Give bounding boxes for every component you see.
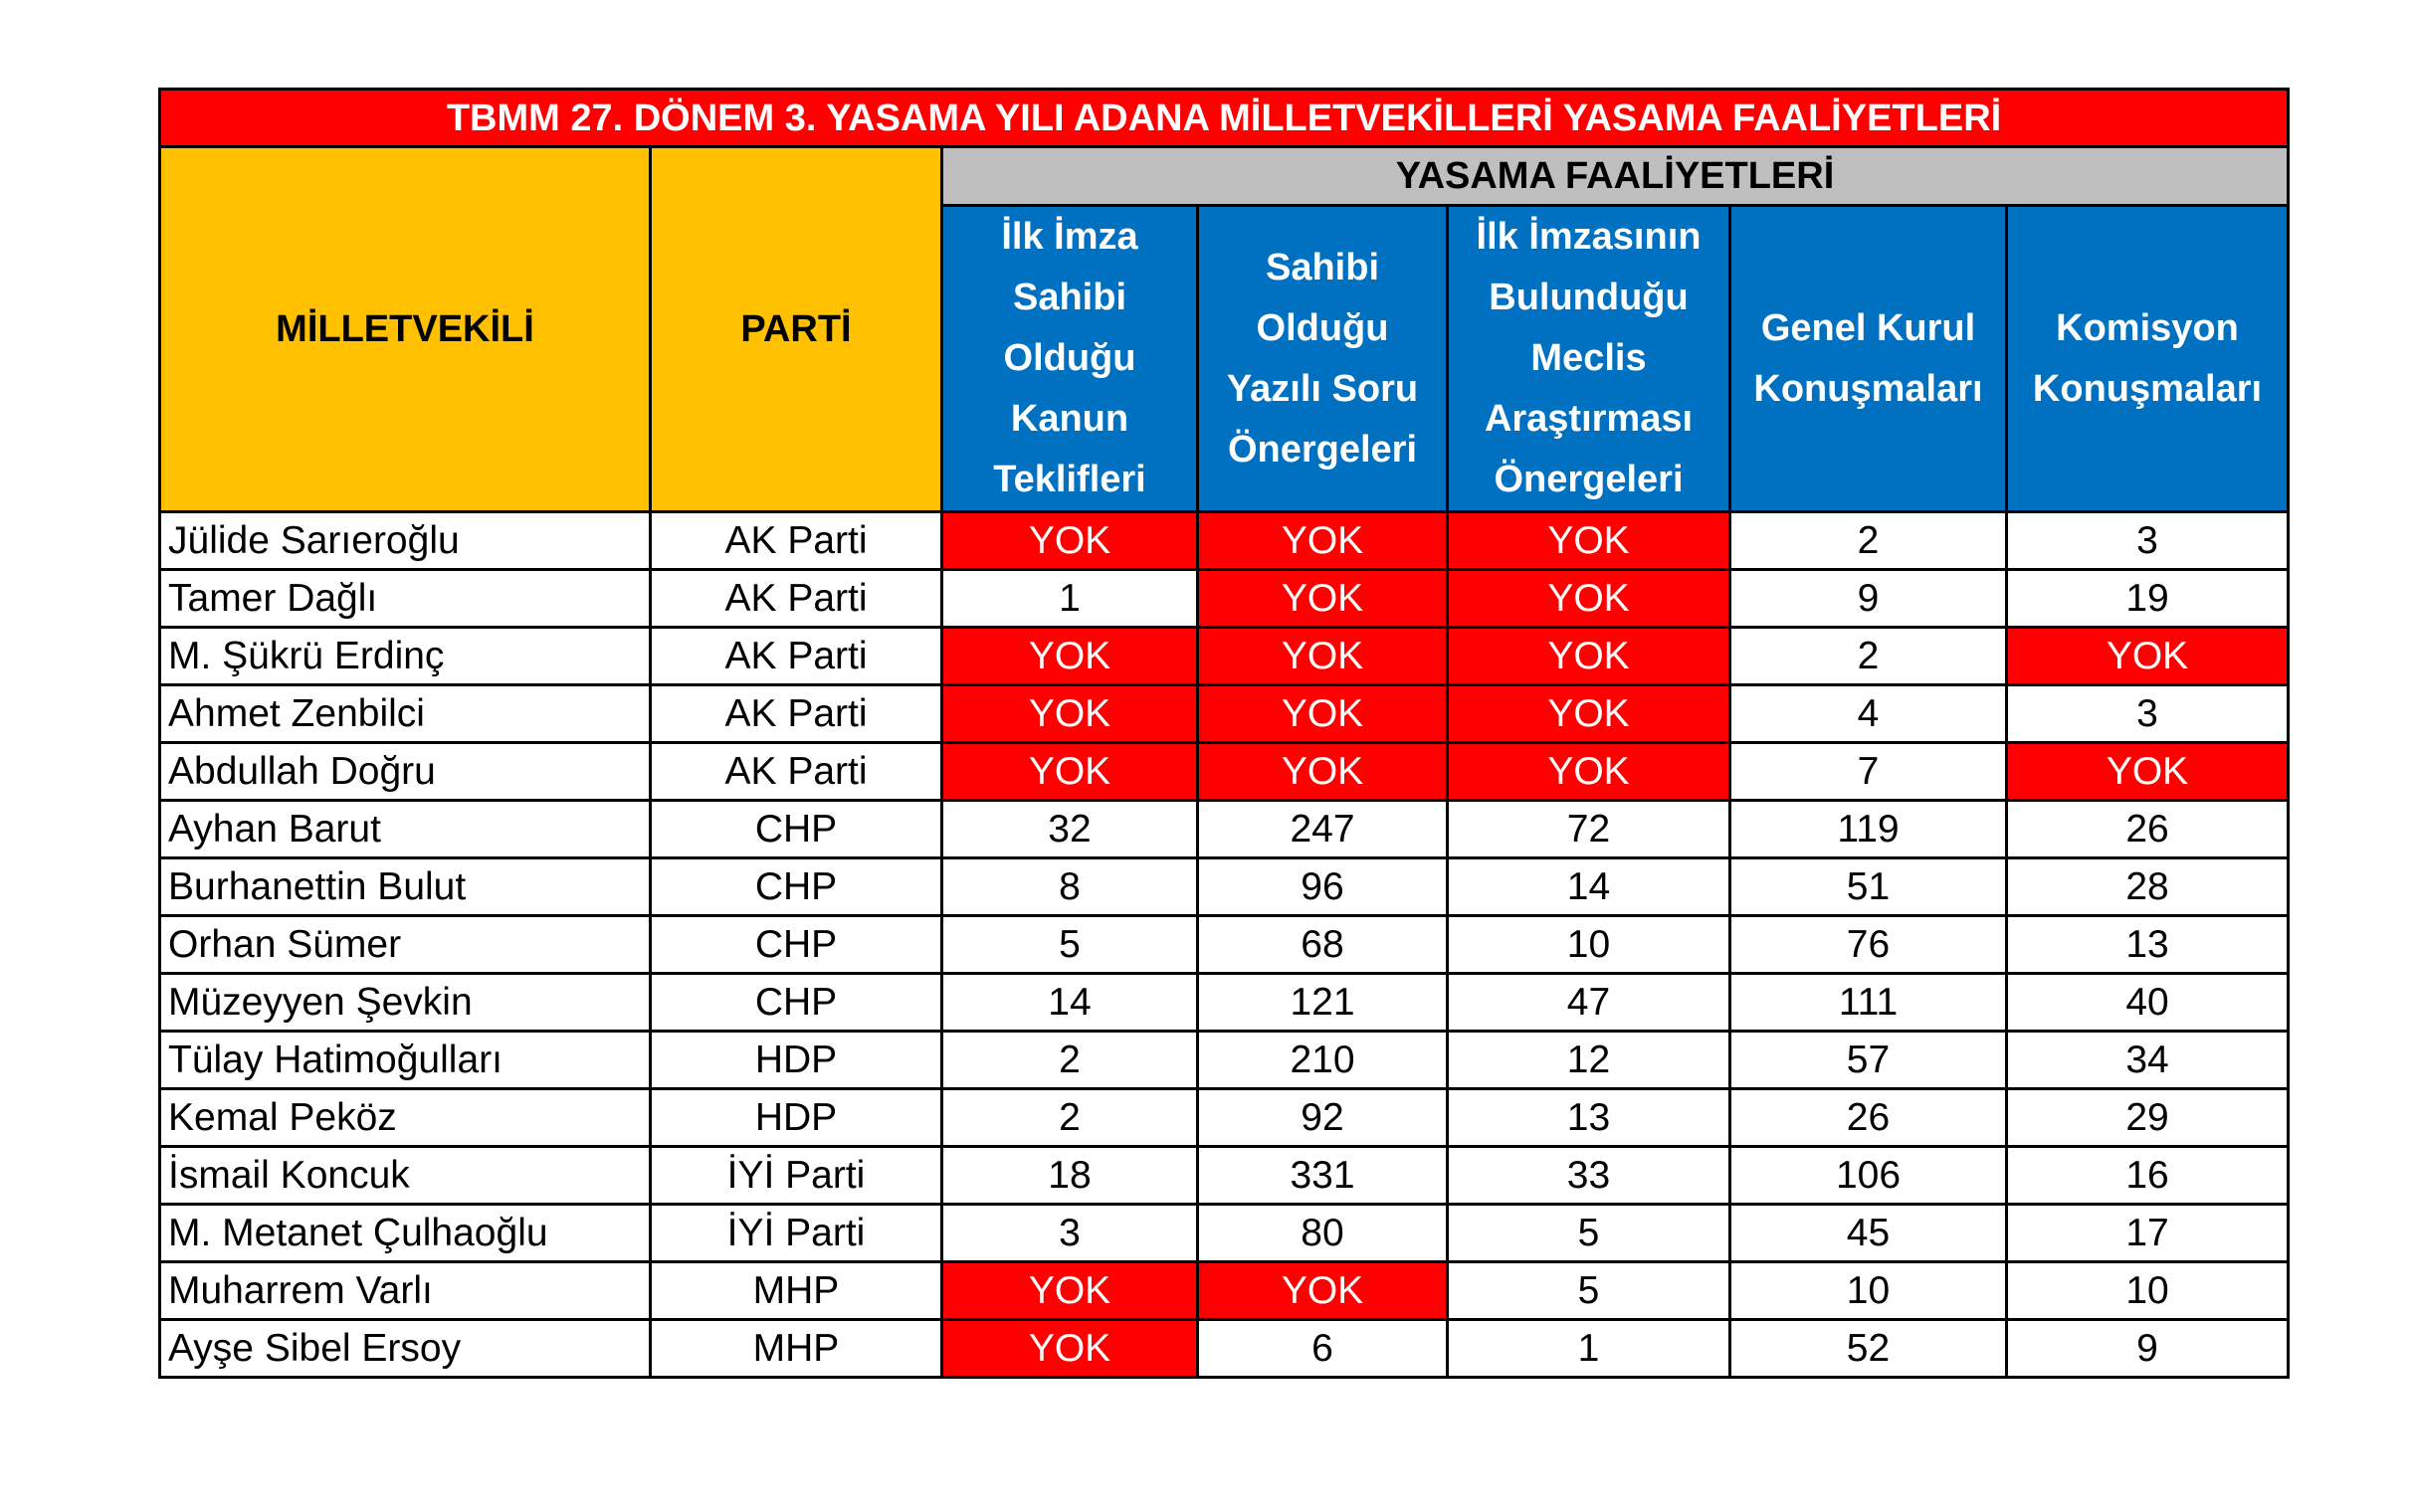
cell-written-questions: 96 <box>1198 858 1448 916</box>
cell-mp-name: Tamer Dağlı <box>160 570 651 628</box>
table-row <box>160 512 2289 570</box>
cell-commission-speeches: 34 <box>2007 1032 2289 1089</box>
cell-general-assembly-speeches: 119 <box>1730 801 2007 858</box>
cell-mp-name: M. Metanet Çulhaoğlu <box>160 1205 651 1262</box>
cell-mp-name: İsmail Koncuk <box>160 1147 651 1205</box>
cell-general-assembly-speeches: 57 <box>1730 1032 2007 1089</box>
group-header-row <box>160 147 2289 206</box>
cell-research-motions: YOK <box>1448 628 1730 685</box>
header-line: Sahibi <box>1012 277 1127 318</box>
table-row <box>160 1205 2289 1262</box>
cell-written-questions: 247 <box>1198 801 1448 858</box>
cell-commission-speeches: 17 <box>2007 1205 2289 1262</box>
cell-mp-name: Ahmet Zenbilci <box>160 685 651 743</box>
cell-general-assembly-speeches: 9 <box>1730 570 2007 628</box>
cell-party: CHP <box>651 801 942 858</box>
header-line: Konuşmaları <box>1753 367 1983 410</box>
header-line: Olduğu <box>1256 306 1389 349</box>
cell-written-questions: YOK <box>1198 685 1448 743</box>
cell-mp-name: Burhanettin Bulut <box>160 858 651 916</box>
table-title: TBMM 27. DÖNEM 3. YASAMA YILI ADANA MİLLETVEKİLLERİ YASAMA FAALİYETLERİ <box>160 90 2289 147</box>
cell-mp-name: Orhan Sümer <box>160 916 651 974</box>
cell-written-questions: 92 <box>1198 1089 1448 1147</box>
cell-commission-speeches: 3 <box>2007 512 2289 570</box>
cell-law-proposals: YOK <box>942 743 1198 801</box>
cell-law-proposals: 5 <box>942 916 1198 974</box>
cell-general-assembly-speeches: 45 <box>1730 1205 2007 1262</box>
cell-commission-speeches: YOK <box>2007 743 2289 801</box>
table-row <box>160 743 2289 801</box>
cell-law-proposals: YOK <box>942 685 1198 743</box>
header-line: Konuşmaları <box>2032 367 2263 410</box>
cell-commission-speeches: 10 <box>2007 1262 2289 1320</box>
header-line: Kanun <box>1010 398 1129 440</box>
cell-commission-speeches: 9 <box>2007 1320 2289 1378</box>
cell-party: AK Parti <box>651 512 942 570</box>
cell-mp-name: M. Şükrü Erdinç <box>160 628 651 685</box>
cell-law-proposals: 2 <box>942 1032 1198 1089</box>
cell-mp-name: Tülay Hatimoğulları <box>160 1032 651 1089</box>
table-row <box>160 1089 2289 1147</box>
cell-party: HDP <box>651 1032 942 1089</box>
cell-research-motions: YOK <box>1448 512 1730 570</box>
cell-mp-name: Ayşe Sibel Ersoy <box>160 1320 651 1378</box>
cell-general-assembly-speeches: 2 <box>1730 628 2007 685</box>
cell-party: MHP <box>651 1320 942 1378</box>
header-line: İlk İmza <box>1001 216 1138 258</box>
cell-commission-speeches: 29 <box>2007 1089 2289 1147</box>
cell-research-motions: YOK <box>1448 685 1730 743</box>
header-name: MİLLETVEKİLİ <box>160 147 651 512</box>
cell-written-questions: YOK <box>1198 512 1448 570</box>
cell-mp-name: Ayhan Barut <box>160 801 651 858</box>
cell-mp-name: Jülide Sarıeroğlu <box>160 512 651 570</box>
cell-general-assembly-speeches: 2 <box>1730 512 2007 570</box>
cell-commission-speeches: 40 <box>2007 974 2289 1032</box>
cell-law-proposals: 8 <box>942 858 1198 916</box>
cell-law-proposals: YOK <box>942 628 1198 685</box>
cell-commission-speeches: 16 <box>2007 1147 2289 1205</box>
cell-research-motions: YOK <box>1448 743 1730 801</box>
cell-law-proposals: 14 <box>942 974 1198 1032</box>
header-line: Bulunduğu <box>1489 277 1689 318</box>
cell-research-motions: 13 <box>1448 1089 1730 1147</box>
cell-party: MHP <box>651 1262 942 1320</box>
header-research-motions <box>1448 206 1730 512</box>
header-line: Komisyon <box>2056 306 2239 349</box>
cell-general-assembly-speeches: 76 <box>1730 916 2007 974</box>
cell-written-questions: 6 <box>1198 1320 1448 1378</box>
cell-written-questions: YOK <box>1198 743 1448 801</box>
cell-law-proposals: 1 <box>942 570 1198 628</box>
cell-law-proposals: YOK <box>942 1262 1198 1320</box>
header-line: Önergeleri <box>1494 459 1684 500</box>
cell-written-questions: 68 <box>1198 916 1448 974</box>
header-activities-group: YASAMA FAALİYETLERİ <box>942 147 2289 206</box>
cell-general-assembly-speeches: 7 <box>1730 743 2007 801</box>
header-line: Yazılı Soru <box>1226 367 1419 410</box>
table-row <box>160 628 2289 685</box>
cell-written-questions: 80 <box>1198 1205 1448 1262</box>
cell-research-motions: 72 <box>1448 801 1730 858</box>
header-line: Teklifleri <box>993 459 1146 500</box>
cell-research-motions: 14 <box>1448 858 1730 916</box>
header-written-questions <box>1198 206 1448 512</box>
header-line: Araştırması <box>1484 398 1694 440</box>
cell-law-proposals: 18 <box>942 1147 1198 1205</box>
cell-law-proposals: 2 <box>942 1089 1198 1147</box>
cell-research-motions: 47 <box>1448 974 1730 1032</box>
table-row <box>160 1262 2289 1320</box>
cell-commission-speeches: 26 <box>2007 801 2289 858</box>
cell-general-assembly-speeches: 52 <box>1730 1320 2007 1378</box>
cell-commission-speeches: 19 <box>2007 570 2289 628</box>
cell-written-questions: YOK <box>1198 570 1448 628</box>
title-row <box>160 90 2289 147</box>
table-row <box>160 1032 2289 1089</box>
table-row <box>160 974 2289 1032</box>
cell-research-motions: 12 <box>1448 1032 1730 1089</box>
table-row <box>160 858 2289 916</box>
cell-party: CHP <box>651 916 942 974</box>
cell-general-assembly-speeches: 111 <box>1730 974 2007 1032</box>
cell-law-proposals: YOK <box>942 1320 1198 1378</box>
header-general-assembly-speeches <box>1730 206 2007 512</box>
cell-mp-name: Muharrem Varlı <box>160 1262 651 1320</box>
header-line: Sahibi <box>1265 246 1380 288</box>
cell-general-assembly-speeches: 4 <box>1730 685 2007 743</box>
header-law-proposals <box>942 206 1198 512</box>
cell-written-questions: 210 <box>1198 1032 1448 1089</box>
cell-party: HDP <box>651 1089 942 1147</box>
cell-written-questions: YOK <box>1198 1262 1448 1320</box>
table-row <box>160 570 2289 628</box>
header-commission-speeches <box>2007 206 2289 512</box>
cell-law-proposals: YOK <box>942 512 1198 570</box>
table-row <box>160 1147 2289 1205</box>
table-row <box>160 801 2289 858</box>
cell-written-questions: YOK <box>1198 628 1448 685</box>
cell-law-proposals: 32 <box>942 801 1198 858</box>
cell-party: İYİ Parti <box>651 1147 942 1205</box>
cell-commission-speeches: 13 <box>2007 916 2289 974</box>
cell-party: AK Parti <box>651 570 942 628</box>
table-row <box>160 916 2289 974</box>
cell-written-questions: 121 <box>1198 974 1448 1032</box>
cell-mp-name: Abdullah Doğru <box>160 743 651 801</box>
cell-general-assembly-speeches: 26 <box>1730 1089 2007 1147</box>
cell-written-questions: 331 <box>1198 1147 1448 1205</box>
cell-commission-speeches: 28 <box>2007 858 2289 916</box>
cell-research-motions: 5 <box>1448 1262 1730 1320</box>
table-row <box>160 1320 2289 1378</box>
cell-commission-speeches: YOK <box>2007 628 2289 685</box>
header-line: Olduğu <box>1003 337 1136 379</box>
cell-law-proposals: 3 <box>942 1205 1198 1262</box>
header-line: İlk İmzasının <box>1476 216 1702 258</box>
cell-party: AK Parti <box>651 628 942 685</box>
cell-general-assembly-speeches: 10 <box>1730 1262 2007 1320</box>
table-row <box>160 685 2289 743</box>
cell-research-motions: 10 <box>1448 916 1730 974</box>
cell-commission-speeches: 3 <box>2007 685 2289 743</box>
cell-general-assembly-speeches: 106 <box>1730 1147 2007 1205</box>
cell-general-assembly-speeches: 51 <box>1730 858 2007 916</box>
header-line: Meclis <box>1530 337 1647 379</box>
cell-mp-name: Kemal Peköz <box>160 1089 651 1147</box>
cell-research-motions: 33 <box>1448 1147 1730 1205</box>
activities-table <box>158 88 2290 1379</box>
header-party: PARTİ <box>651 147 942 512</box>
cell-party: CHP <box>651 858 942 916</box>
cell-party: AK Parti <box>651 685 942 743</box>
header-line: Genel Kurul <box>1760 306 1976 349</box>
cell-party: CHP <box>651 974 942 1032</box>
cell-research-motions: YOK <box>1448 570 1730 628</box>
cell-mp-name: Müzeyyen Şevkin <box>160 974 651 1032</box>
cell-research-motions: 5 <box>1448 1205 1730 1262</box>
header-line: Önergeleri <box>1227 428 1418 471</box>
cell-research-motions: 1 <box>1448 1320 1730 1378</box>
cell-party: İYİ Parti <box>651 1205 942 1262</box>
cell-party: AK Parti <box>651 743 942 801</box>
